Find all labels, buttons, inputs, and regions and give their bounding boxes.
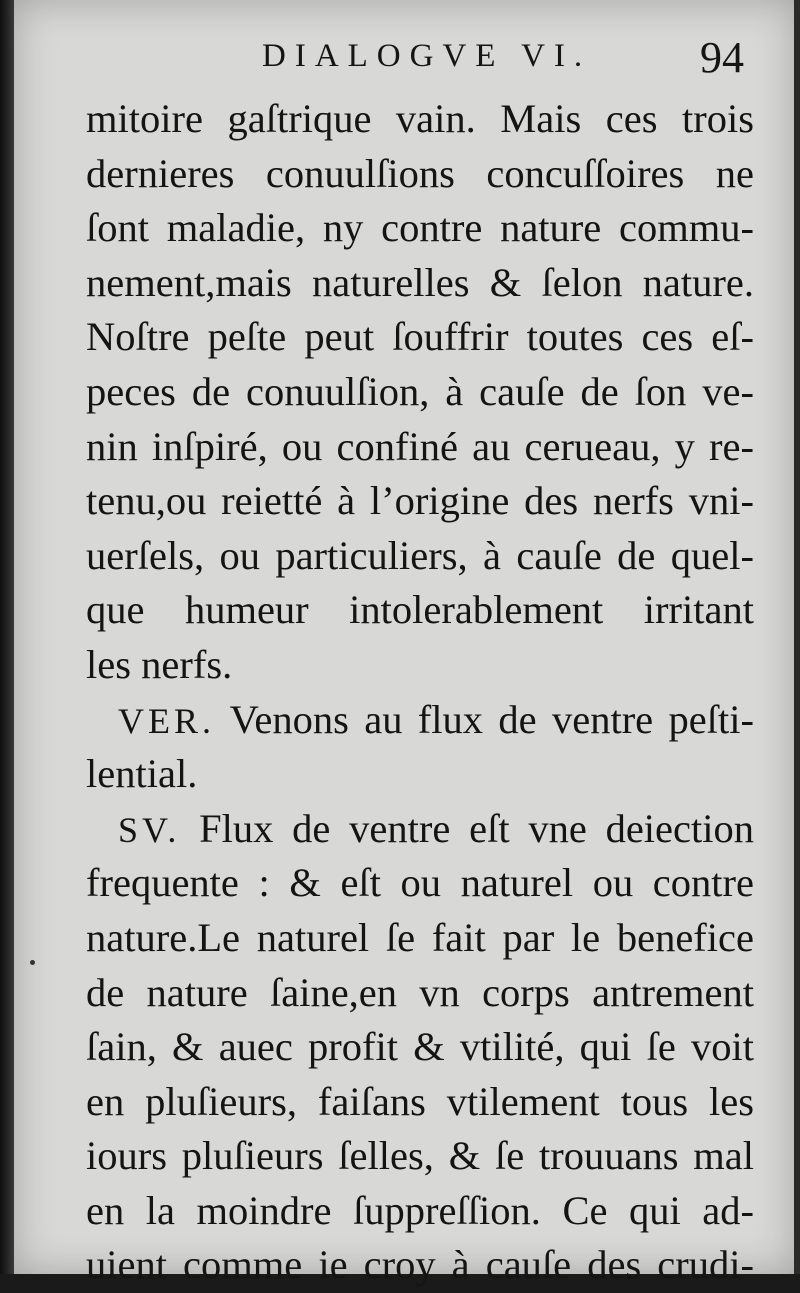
text-line: nement,mais naturelles & ſelon nature. bbox=[86, 259, 754, 305]
text-line: dernieres conuulſions concuſſoires ne bbox=[86, 150, 754, 196]
text-line: peces de conuulſion, à cauſe de ſon ve- bbox=[86, 368, 754, 414]
text-line: nin inſpiré, ou confiné au cerueau, y re- bbox=[86, 423, 754, 469]
text-block bbox=[86, 92, 754, 1293]
text-line: Venons au flux de ventre peſti- bbox=[229, 696, 754, 742]
text-line: nature.Le naturel ſe fait par le benefice bbox=[86, 914, 754, 960]
text-line: de nature ſaine,en vn corps antrement bbox=[86, 969, 754, 1015]
speaker-label: SV. bbox=[118, 809, 181, 850]
text-line: uient comme ie croy à cauſe des crudi- bbox=[86, 1242, 754, 1288]
running-head: DIALOGVE VI. bbox=[262, 38, 592, 74]
text-line: les nerfs. bbox=[86, 641, 233, 687]
speaker-label: VER. bbox=[118, 700, 215, 741]
text-line: ſain, & auec profit & vtilité, qui ſe voit bbox=[86, 1024, 754, 1070]
paragraph-ver-first-line bbox=[86, 693, 754, 748]
text-line: en la moindre ſuppreſſion. Ce qui ad- bbox=[86, 1187, 754, 1233]
text-line: lential. bbox=[86, 751, 198, 797]
page-left-edge bbox=[0, 0, 14, 1274]
text-line: Flux de ventre eſt vne deiection bbox=[199, 805, 754, 851]
page-right-edge bbox=[794, 0, 800, 1274]
text-line: ſont maladie, ny contre nature commu- bbox=[86, 205, 754, 251]
text-line: en pluſieurs, faiſans vtilement tous les bbox=[86, 1078, 754, 1124]
text-line: Noſtre peſte peut ſouffrir toutes ces eſ- bbox=[86, 314, 754, 360]
text-line: que humeur intolerablement irritant bbox=[86, 587, 754, 633]
text-line: tenu,ou reietté à l’origine des nerfs vni- bbox=[86, 478, 754, 524]
text-line: frequente : & eſt ou naturel ou contre bbox=[86, 860, 754, 906]
text-line: mitoire gaſtrique vain. Mais ces trois bbox=[86, 96, 754, 141]
ink-speck bbox=[30, 960, 35, 965]
paragraph-sv-first-line bbox=[86, 802, 754, 857]
text-line: uerſels, ou particuliers, à cauſe de quel- bbox=[86, 532, 754, 578]
page-header bbox=[0, 33, 800, 88]
text-line: iours pluſieurs ſelles, & ſe trouuans mal bbox=[86, 1133, 754, 1179]
page-number: 94 bbox=[700, 33, 744, 82]
